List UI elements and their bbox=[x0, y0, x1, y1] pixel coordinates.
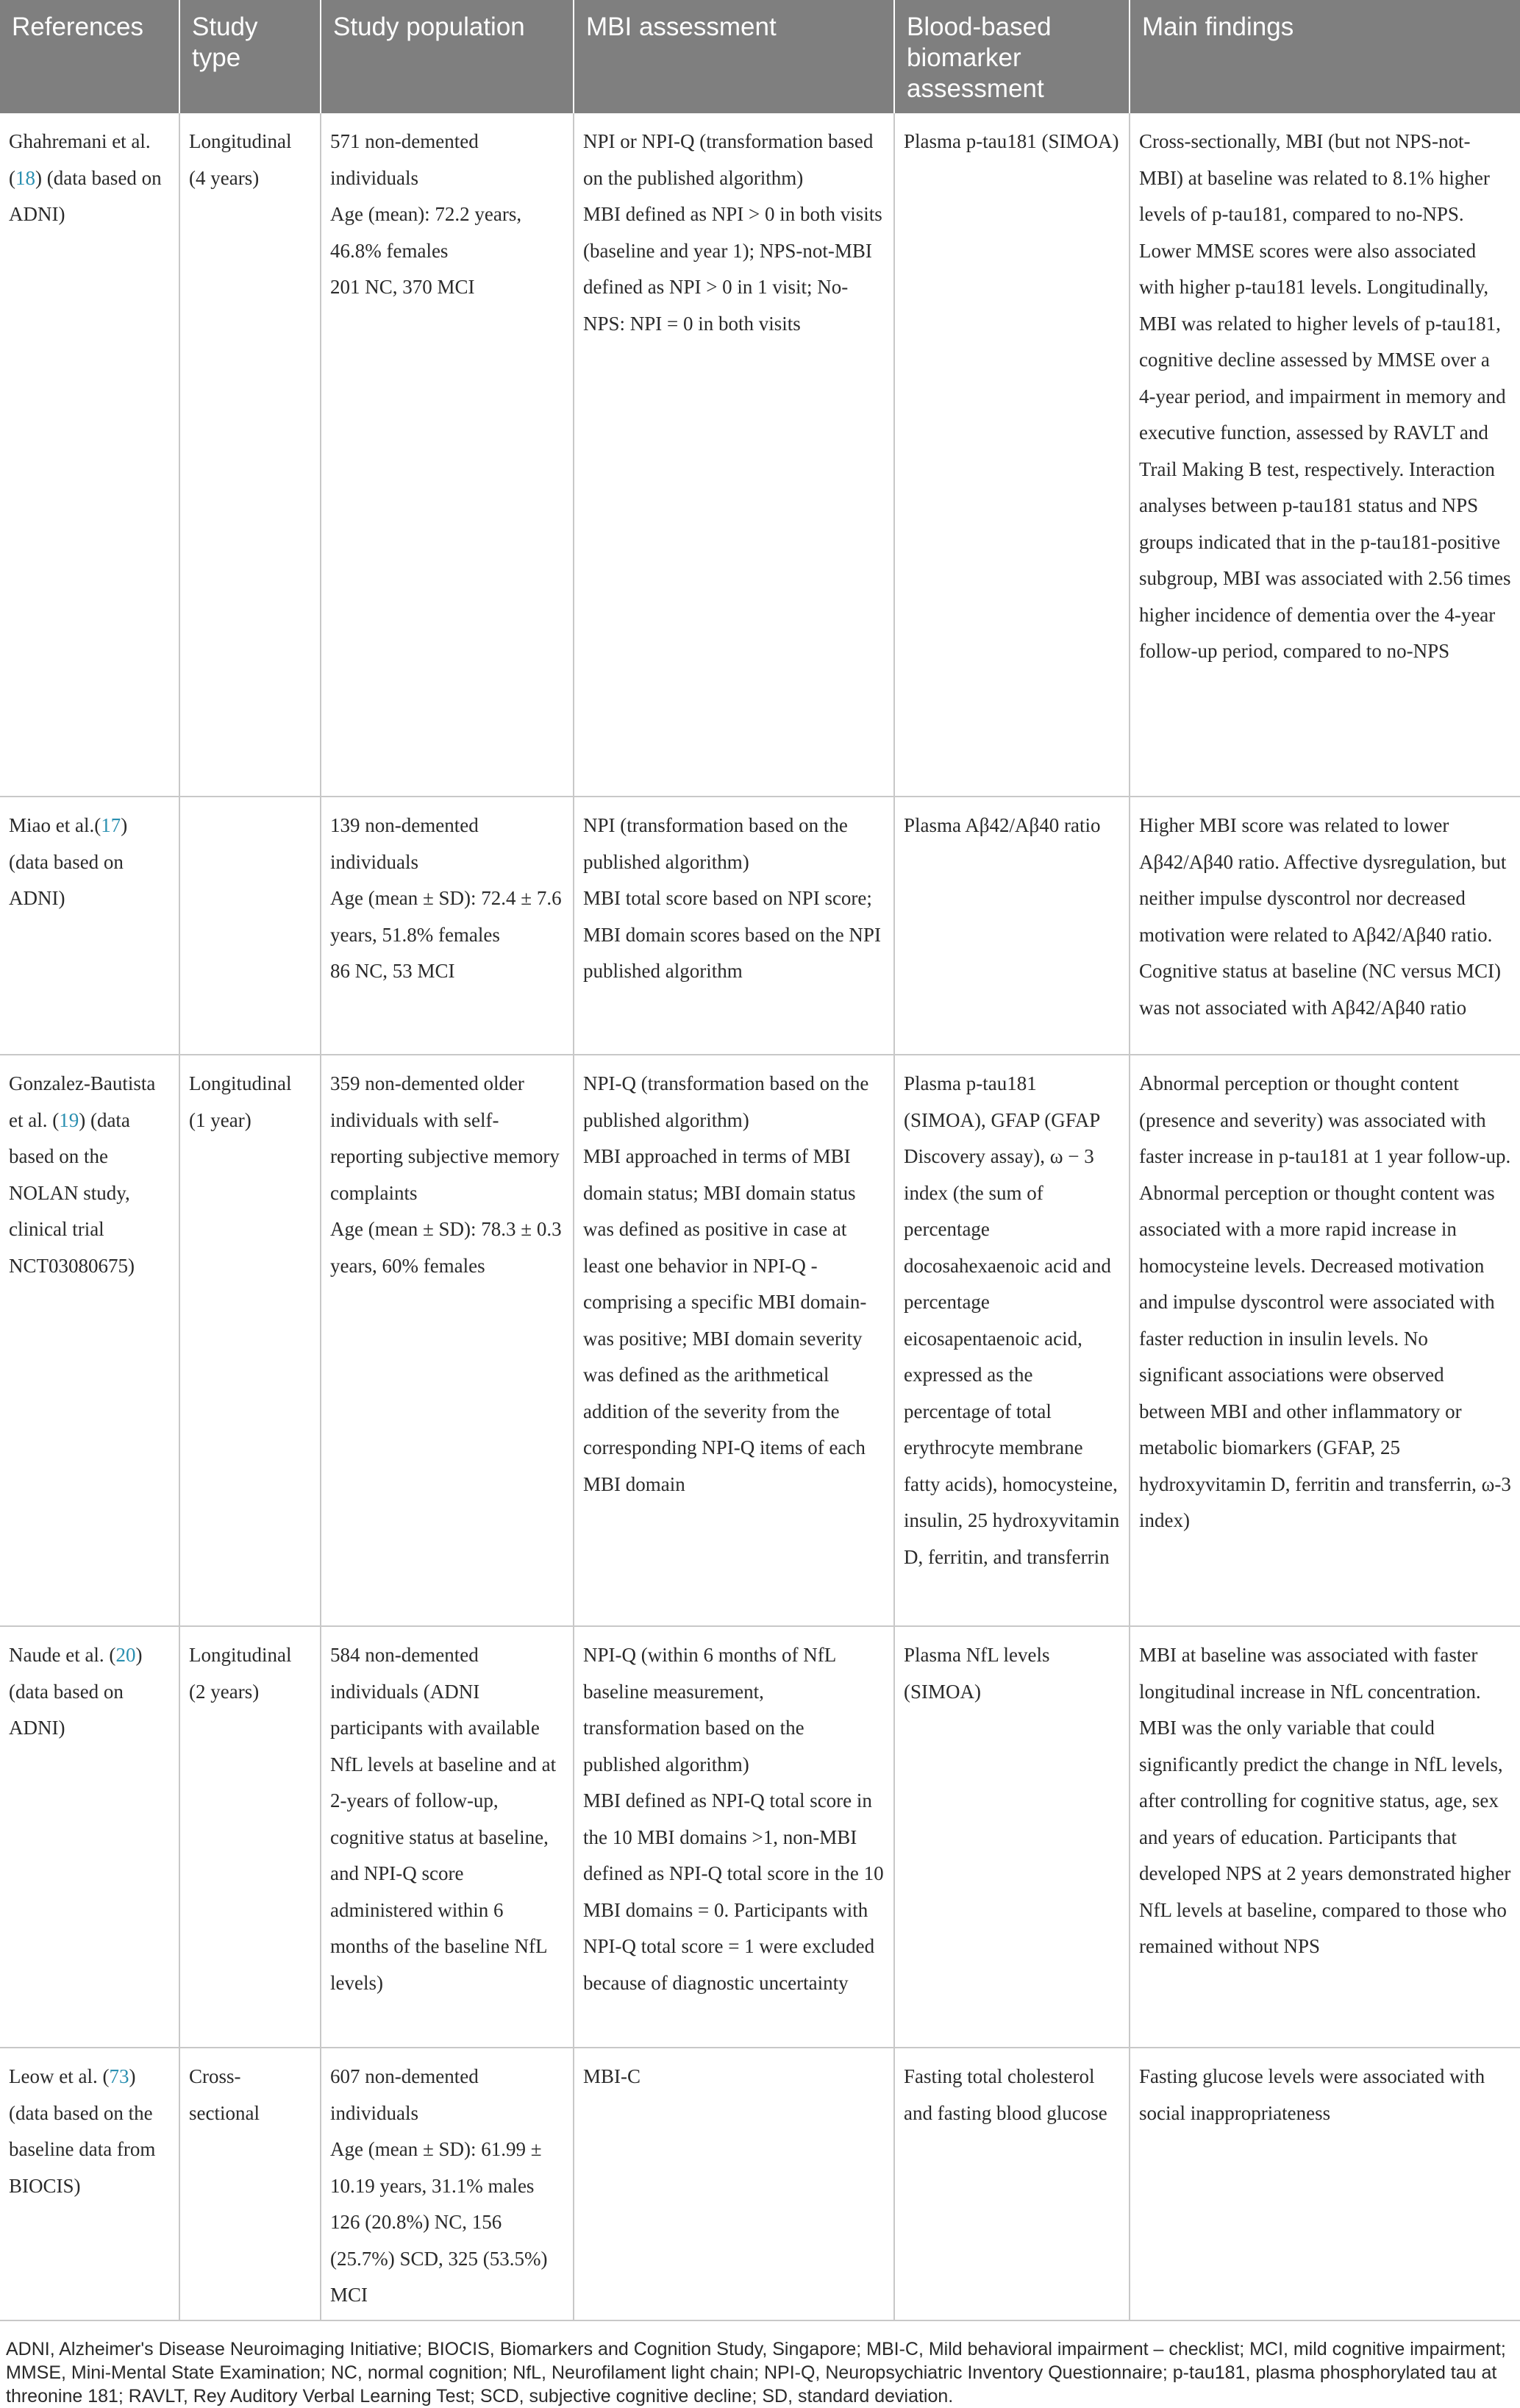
reference-text: Ghahremani et al. ( bbox=[9, 130, 151, 189]
population-line: Age (mean ± SD): 72.4 ± 7.6 years, 51.8% females bbox=[330, 887, 562, 946]
cell-study-population bbox=[321, 797, 574, 1055]
biomarker-line: Fasting total cholesterol and fasting blood glucose bbox=[904, 2065, 1107, 2124]
cell-study-type bbox=[179, 797, 321, 1055]
population-line: 139 non-demented individuals bbox=[330, 814, 479, 873]
findings-line: Fasting glucose levels were associated with social inappropriateness bbox=[1139, 2065, 1485, 2124]
cell-main-findings bbox=[1130, 113, 1520, 797]
header-main-findings: Main findings bbox=[1130, 0, 1520, 113]
cell-mbi-assessment bbox=[574, 1055, 894, 1626]
cell-reference bbox=[0, 797, 179, 1055]
reference-text: Leow et al. ( bbox=[9, 2065, 110, 2087]
header-references: References bbox=[0, 0, 179, 113]
population-line: Age (mean ± SD): 78.3 ± 0.3 years, 60% females bbox=[330, 1218, 562, 1277]
table-row bbox=[0, 1055, 1520, 1626]
mbi-line: NPI-Q (within 6 months of NfL baseline measurement, transformation based on the published algorithm) bbox=[583, 1644, 836, 1775]
cell-main-findings bbox=[1130, 1626, 1520, 2048]
findings-line: MBI at baseline was associated with faster longitudinal increase in NfL concentration. MBI was the only variable that could significantly predict the change in NfL levels, after controlling for cognitive status, age, sex and years of education. Participants that developed NPS at 2 years demonstrated higher NfL levels at baseline, compared to those who remained without NPS bbox=[1139, 1644, 1511, 1957]
reference-text: Gonzalez-Bautista et al. ( bbox=[9, 1072, 156, 1131]
population-line: 571 non-demented individuals bbox=[330, 130, 479, 189]
cell-biomarker-assessment bbox=[894, 2048, 1130, 2320]
cell-study-type: Longitudinal (4 years) bbox=[179, 113, 321, 797]
population-line: 201 NC, 370 MCI bbox=[330, 276, 475, 298]
mbi-line: NPI-Q (transformation based on the published algorithm) bbox=[583, 1072, 869, 1131]
reference-link[interactable]: 73 bbox=[109, 2065, 129, 2087]
cell-reference bbox=[0, 1055, 179, 1626]
population-line: Age (mean ± SD): 61.99 ± 10.19 years, 31.1% males bbox=[330, 2138, 542, 2197]
reference-link[interactable]: 19 bbox=[59, 1108, 79, 1131]
cell-main-findings bbox=[1130, 2048, 1520, 2320]
population-line: 359 non-demented older individuals with self-reporting subjective memory complaints bbox=[330, 1072, 560, 1204]
reference-text: ) (data based on ADNI) bbox=[9, 814, 128, 909]
cell-study-population bbox=[321, 1626, 574, 2048]
header-mbi-assessment: MBI assessment bbox=[574, 0, 894, 113]
cell-biomarker-assessment bbox=[894, 113, 1130, 797]
biomarker-line: Plasma p-tau181 (SIMOA) bbox=[904, 130, 1119, 152]
reference-text: Miao et al.( bbox=[9, 814, 101, 836]
cell-mbi-assessment bbox=[574, 797, 894, 1055]
cell-reference bbox=[0, 113, 179, 797]
table-footnote: ADNI, Alzheimer's Disease Neuroimaging Initiative; BIOCIS, Biomarkers and Cognition Study, Singapore; MBI-C, Mild behavioral impairment – checklist; MCI, mild cognitive impairment; MMSE, Mini-Mental State Examination; NC, normal cognition; NfL, Neurofilament light chain; NPI-Q, Neuropsychiatric Inventory Questionnaire; p-tau181, plasma phosphorylated tau at threonine 181; RAVLT, Rey Auditory Verbal Learning Test; SCD, subjective cognitive decline; SD, standard deviation. bbox=[6, 2338, 1506, 2407]
table-row bbox=[0, 113, 1520, 797]
mbi-line: MBI defined as NPI > 0 in both visits (baseline and year 1); NPS-not-MBI defined as NPI > 0 in 1 visit; No-NPS: NPI = 0 in both visits bbox=[583, 203, 882, 335]
mbi-line: NPI (transformation based on the published algorithm) bbox=[583, 814, 848, 873]
cell-biomarker-assessment bbox=[894, 1626, 1130, 2048]
reference-text: ) (data based on ADNI) bbox=[9, 1644, 143, 1739]
mbi-line: NPI or NPI-Q (transformation based on the published algorithm) bbox=[583, 130, 874, 189]
cell-main-findings bbox=[1130, 797, 1520, 1055]
mbi-line: MBI approached in terms of MBI domain status; MBI domain status was defined as positive in case at least one behavior in NPI-Q - comprising a specific MBI domain- was positive; MBI domain severity was defined as the arithmetical addition of the severity from the corresponding NPI-Q items of each MBI domain bbox=[583, 1145, 867, 1495]
mbi-line: MBI-C bbox=[583, 2065, 641, 2087]
mbi-line: MBI total score based on NPI score; MBI domain scores based on the NPI published algorithm bbox=[583, 887, 881, 982]
population-line: 86 NC, 53 MCI bbox=[330, 960, 455, 982]
header-row bbox=[0, 0, 1520, 113]
reference-link[interactable]: 20 bbox=[115, 1644, 136, 1666]
reference-text: ) (data based on the NOLAN study, clinical trial NCT03080675) bbox=[9, 1108, 135, 1277]
findings-line: Abnormal perception or thought content (presence and severity) was associated with faster increase in p-tau181 at 1 year follow-up. Abnormal perception or thought content was associated with a more rapid increase in homocysteine levels. Decreased motivation and impulse dyscontrol were associated with faster reduction in insulin levels. No significant associations were observed between MBI and other inflammatory or metabolic biomarkers (GFAP, 25 hydroxyvitamin D, ferritin and transferrin, ω-3 index) bbox=[1139, 1072, 1511, 1531]
findings-line: Higher MBI score was related to lower Aβ42/Aβ40 ratio. Affective dysregulation, but neither impulse dyscontrol nor decreased motivation were related to Aβ42/Aβ40 ratio. Cognitive status at baseline (NC versus MCI) was not associated with Aβ42/Aβ40 ratio bbox=[1139, 814, 1507, 1019]
population-line: Age (mean): 72.2 years, 46.8% females bbox=[330, 203, 522, 262]
cell-mbi-assessment bbox=[574, 113, 894, 797]
population-line: 126 (20.8%) NC, 156 (25.7%) SCD, 325 (53.5%) MCI bbox=[330, 2211, 548, 2306]
biomarker-line: Plasma p-tau181 (SIMOA), GFAP (GFAP Discovery assay), ω − 3 index (the sum of percentage docosahexaenoic acid and percentage eicosapentaenoic acid, expressed as the percentage of total erythrocyte membrane fatty acids), homocysteine, insulin, 25 hydroxyvitamin D, ferritin, and transferrin bbox=[904, 1072, 1120, 1568]
cell-study-type: Longitudinal (1 year) bbox=[179, 1055, 321, 1626]
biomarker-line: Plasma NfL levels (SIMOA) bbox=[904, 1644, 1050, 1703]
table-row bbox=[0, 797, 1520, 1055]
header-study-type: Study type bbox=[179, 0, 321, 113]
biomarker-line: Plasma Aβ42/Aβ40 ratio bbox=[904, 814, 1101, 836]
header-biomarker-assessment: Blood-based biomarker assessment bbox=[894, 0, 1130, 113]
cell-study-population bbox=[321, 1055, 574, 1626]
cell-study-type: Longitudinal (2 years) bbox=[179, 1626, 321, 2048]
cell-biomarker-assessment bbox=[894, 797, 1130, 1055]
table-row bbox=[0, 1626, 1520, 2048]
cell-reference bbox=[0, 1626, 179, 2048]
cell-mbi-assessment bbox=[574, 1626, 894, 2048]
cell-main-findings bbox=[1130, 1055, 1520, 1626]
cell-mbi-assessment bbox=[574, 2048, 894, 2320]
reference-link[interactable]: 17 bbox=[101, 814, 121, 836]
table-row bbox=[0, 2048, 1520, 2320]
reference-text: ) (data based on the baseline data from BIOCIS) bbox=[9, 2065, 156, 2197]
reference-text: Naude et al. ( bbox=[9, 1644, 116, 1666]
cell-study-type: Cross-sectional bbox=[179, 2048, 321, 2320]
reference-link[interactable]: 18 bbox=[15, 166, 35, 189]
cell-biomarker-assessment bbox=[894, 1055, 1130, 1626]
findings-line: Cross-sectionally, MBI (but not NPS-not-MBI) at baseline was related to 8.1% higher levels of p-tau181, compared to no-NPS. Lower MMSE scores were also associated with higher p-tau181 levels. Longitudinally, MBI was related to higher levels of p-tau181, cognitive decline assessed by MMSE over a 4-year period, and impairment in memory and executive function, assessed by RAVLT and Trail Making B test, respectively. Interaction analyses between p-tau181 status and NPS groups indicated that in the p-tau181-positive subgroup, MBI was associated with 2.56 times higher incidence of dementia over the 4-year follow-up period, compared to no-NPS bbox=[1139, 130, 1511, 662]
cell-study-population bbox=[321, 113, 574, 797]
cell-reference bbox=[0, 2048, 179, 2320]
table-body bbox=[0, 113, 1520, 2320]
reference-text: ) (data based on ADNI) bbox=[9, 166, 162, 225]
header-study-population: Study population bbox=[321, 0, 574, 113]
cell-study-population bbox=[321, 2048, 574, 2320]
population-line: 584 non-demented individuals (ADNI participants with available NfL levels at baseline and at 2-years of follow-up, cognitive status at baseline, and NPI-Q score administered within 6 months of the baseline NfL levels) bbox=[330, 1644, 557, 1994]
mbi-line: MBI defined as NPI-Q total score in the 10 MBI domains >1, non-MBI defined as NPI-Q total score in the 10 MBI domains = 0. Participants with NPI-Q total score = 1 were excluded because of diagnostic uncertainty bbox=[583, 1789, 884, 1994]
table-header bbox=[0, 0, 1520, 113]
population-line: 607 non-demented individuals bbox=[330, 2065, 479, 2124]
